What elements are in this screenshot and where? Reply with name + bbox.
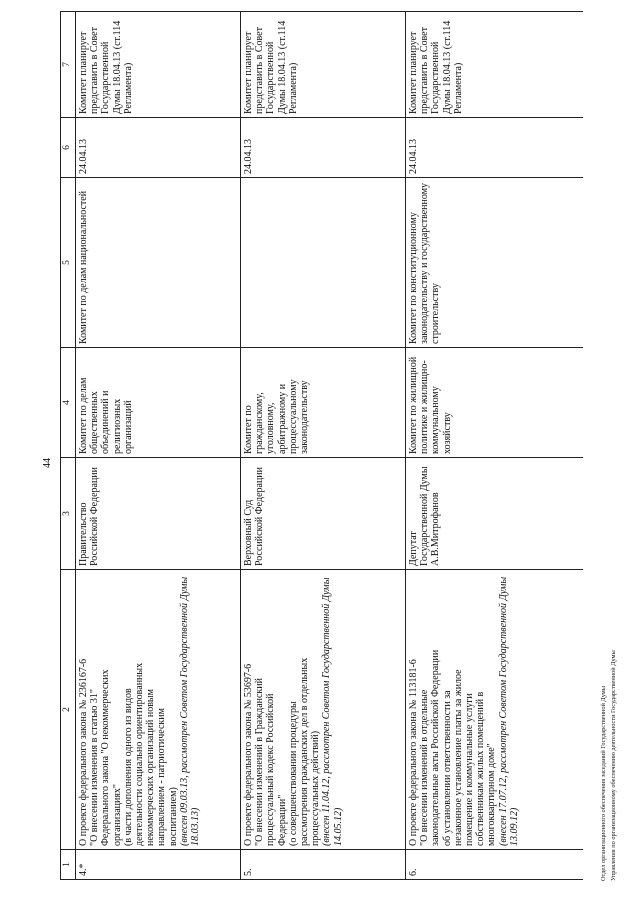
- title-line: О проекте федерального закона № 113181-6: [408, 659, 419, 846]
- bill-title: [241, 570, 406, 850]
- title-line: воспитанием): [167, 787, 179, 846]
- column-number-row: [61, 12, 76, 880]
- row-number: 5.: [241, 850, 406, 880]
- responsible-committee: Комитет по делам общественных объединений и религиозных организаций: [76, 348, 241, 458]
- column-number: 7: [61, 12, 76, 118]
- title-line: деятельности социально ориентированных: [133, 662, 145, 846]
- row-number: 6.: [406, 850, 584, 880]
- column-number: 3: [61, 458, 76, 570]
- title-line: О проекте федерального закона № 53697-6: [243, 663, 254, 846]
- responsible-committee: Комитет по жилищной политике и жилищно-коммунальному хозяйству: [406, 348, 584, 458]
- title-line: помещение и коммунальные услуги: [463, 693, 475, 846]
- date: 24.04.13: [406, 118, 584, 178]
- date: 24.04.13: [76, 118, 241, 178]
- column-number: 2: [61, 570, 76, 850]
- title-line: собственникам жилых помещений в: [475, 691, 487, 846]
- title-line: (в части дополнения одного из видов: [122, 688, 134, 846]
- title-line: рассмотрения гражданских дел в отдельных: [298, 657, 310, 846]
- initiator: Верховный Суд Российской Федерации: [241, 458, 406, 570]
- footer-line-directorate: Управления по организационному обеспечению деятельности Государственной Думы: [610, 650, 617, 881]
- title-line: незаконное установление платы за жилое: [452, 669, 464, 846]
- table-row: [406, 12, 584, 880]
- note: Комитет планирует представить в Совет Государственной Думы 18.04.13 (ст.114 Регламента): [406, 12, 584, 118]
- table-row: [241, 12, 406, 880]
- submission-info: (внесен 17.07.12, рассмотрен Советом Государственной Думы 13.09.12): [497, 576, 520, 846]
- title-line: законодательные акты Российской Федерации: [430, 649, 442, 846]
- title-line: О проекте федерального закона № 236167-6: [78, 658, 89, 846]
- page-number: 44: [42, 458, 53, 468]
- title-line: об установлении ответственности за: [441, 690, 453, 846]
- note: Комитет планирует представить в Совет Государственной Думы 18.04.13 (ст.114 Регламента): [241, 12, 406, 118]
- title-line: многоквартирном доме": [486, 743, 498, 846]
- initiator: Депутат Государственной Думы А.В.Митрофанов: [406, 458, 584, 570]
- bill-title: [406, 570, 584, 850]
- title-line: процессуальный кодекс Российской: [265, 693, 277, 846]
- column-number: 1: [61, 850, 76, 880]
- date: 24.04.13: [241, 118, 406, 178]
- column-number: 6: [61, 118, 76, 178]
- co-committee: Комитет по делам национальностей: [76, 178, 241, 348]
- row-number: 4.*: [76, 850, 241, 880]
- footer: [590, 0, 636, 905]
- table-row: [76, 12, 241, 880]
- co-committee: Комитет по конституционному законодательству и государственному строительству: [406, 178, 584, 348]
- responsible-committee: Комитет по гражданскому, уголовному, арбитражному и процессуальному законодательству: [241, 348, 406, 458]
- initiator: Правительство Российской Федерации: [76, 458, 241, 570]
- title-line: Федерации": [276, 794, 288, 846]
- note: Комитет планирует представить в Совет Государственной Думы 18.04.13 (ст.114 Регламента): [76, 12, 241, 118]
- footer-line-department: Отдел организационного обеспечения заседаний Государственной Думы: [600, 686, 607, 881]
- submission-info: (внесен 09.03.13, рассмотрен Советом Государственной Думы 18.03.13): [178, 576, 201, 846]
- co-committee: [241, 178, 406, 348]
- title-line: (о совершенствовании процедуры: [287, 701, 299, 846]
- title-line: Федерального закона "О некоммерческих: [100, 669, 112, 846]
- title-line: направлением - патриотическим: [156, 708, 168, 846]
- submission-info: (внесен 11.04.12, рассмотрен Советом Государственной Думы 14.05.12): [321, 577, 344, 846]
- column-number: 4: [61, 348, 76, 458]
- title-line: некоммерческих организаций новым: [145, 689, 157, 846]
- title-line: организациях": [111, 783, 123, 846]
- bill-title: [76, 570, 241, 850]
- bills-table: [60, 11, 583, 880]
- title-line: процессуальных действий): [310, 730, 322, 846]
- column-number: 5: [61, 178, 76, 348]
- title-line: "О внесении изменения в статью 31": [89, 689, 101, 846]
- title-line: "О внесении изменений в отдельные: [419, 689, 431, 846]
- title-line: "О внесении изменений в Гражданский: [254, 678, 266, 846]
